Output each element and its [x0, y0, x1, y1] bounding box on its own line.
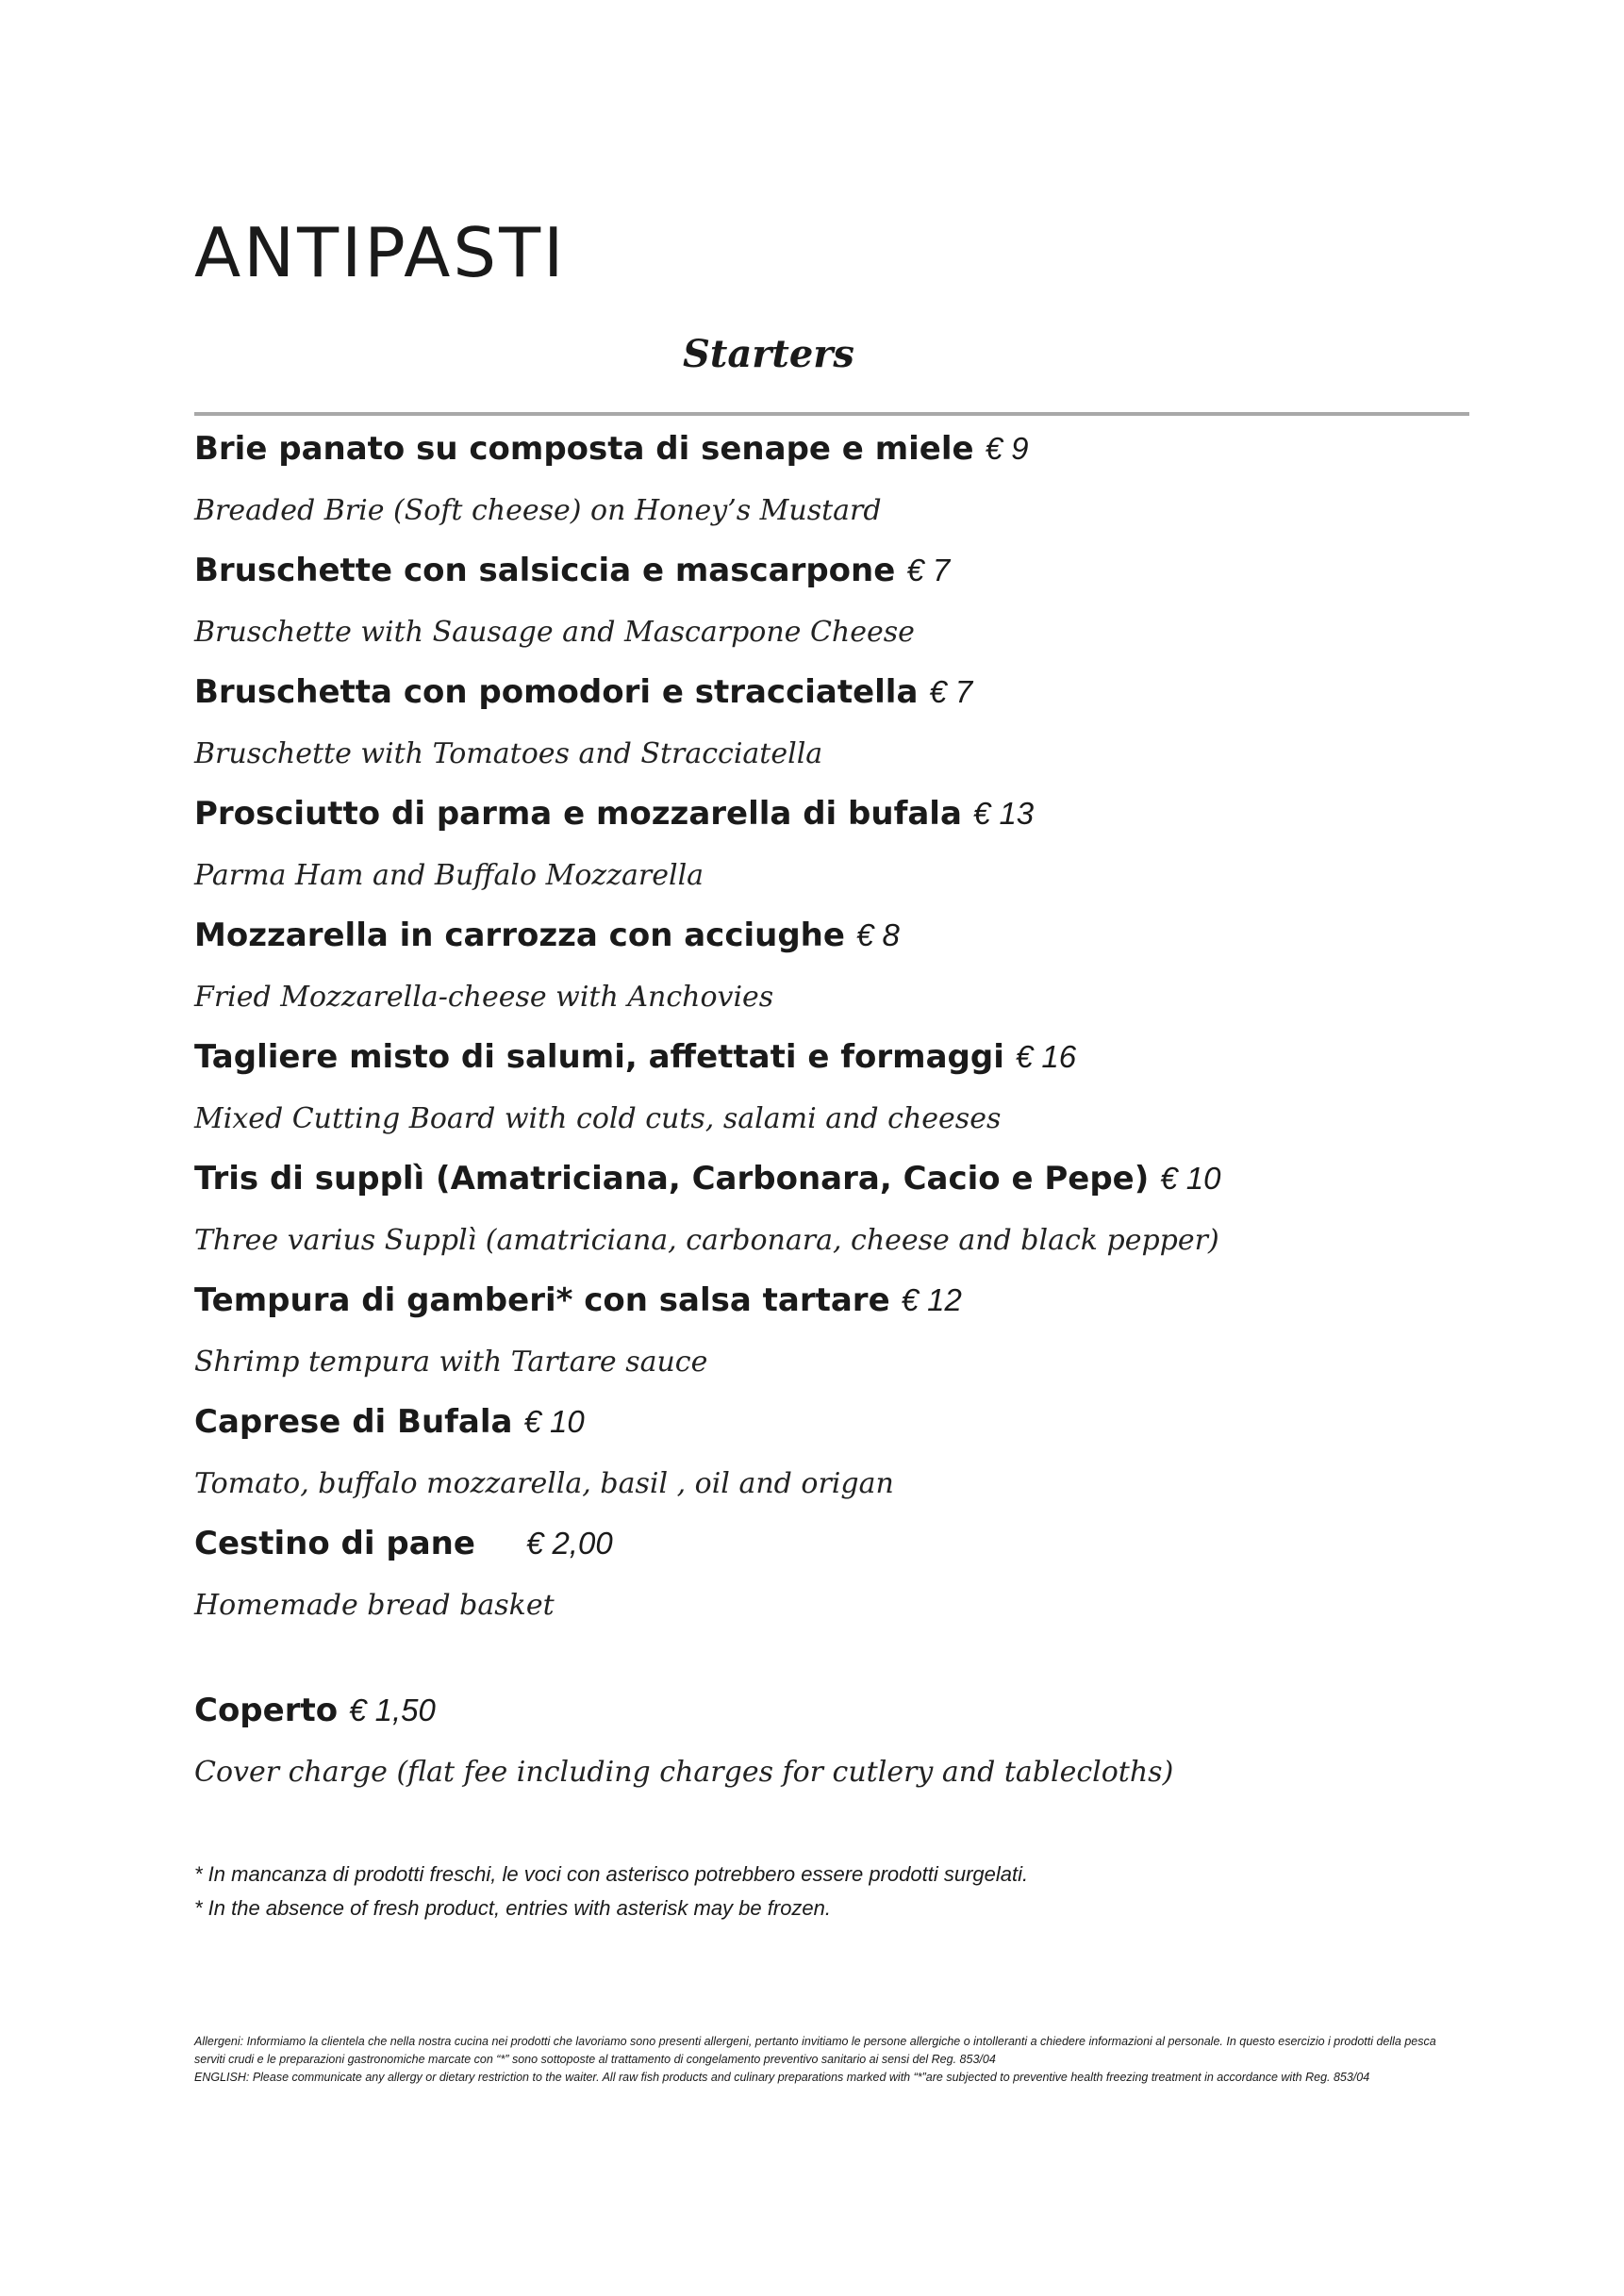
item-price: € 8 [855, 917, 900, 952]
item-description: Bruschette with Sausage and Mascarpone Cheese [194, 616, 915, 649]
menu-item [194, 426, 1477, 548]
item-name: Bruschetta con pomodori e stracciatella [194, 673, 919, 711]
item-name: Prosciutto di parma e mozzarella di bufala [194, 795, 962, 833]
note-italian: * In mancanza di prodotti freschi, le voci con asterisco potrebbero essere prodotti surgelati. [194, 1862, 1029, 1886]
item-description: Breaded Brie (Soft cheese) on Honey’s Mustard [194, 494, 882, 527]
menu-item [194, 1278, 1477, 1399]
item-description: Three varius Supplì (amatriciana, carbonara, cheese and black pepper) [194, 1224, 1219, 1257]
menu-item [194, 669, 1477, 791]
item-name: Tris di supplì (Amatriciana, Carbonara, Cacio e Pepe) [194, 1160, 1150, 1198]
cover-charge [194, 1688, 1477, 1810]
item-price: € 12 [901, 1282, 962, 1317]
item-name: Caprese di Bufala [194, 1403, 513, 1441]
item-price: € 7 [906, 553, 951, 587]
item-price: € 13 [972, 796, 1035, 831]
cover-charge-price: € 1,50 [349, 1693, 436, 1727]
item-price: € 2,00 [525, 1526, 613, 1561]
item-price: € 9 [985, 431, 1029, 466]
item-description: Parma Ham and Buffalo Mozzarella [194, 859, 704, 892]
frozen-product-notes [194, 1858, 1028, 1925]
menu-item [194, 791, 1477, 913]
menu-item [194, 1034, 1477, 1156]
cover-charge-description: Cover charge (flat fee including charges for cutlery and tablecloths) [194, 1756, 1174, 1789]
note-english: * In the absence of fresh product, entries with asterisk may be frozen. [194, 1896, 832, 1920]
allergen-disclaimer-english: ENGLISH: Please communicate any allergy or dietary restriction to the waiter. All raw fish products and culinary preparations marked with “*”are subjected to preventive health freezing treatment in accordance with Reg. 853/04 [194, 2071, 1370, 2084]
menu-item [194, 548, 1477, 669]
item-name: Tempura di gamberi* con salsa tartare [194, 1281, 890, 1319]
item-name: Brie panato su composta di senape e miele [194, 430, 974, 468]
item-price: € 10 [1160, 1161, 1221, 1196]
item-name: Tagliere misto di salumi, affettati e formaggi [194, 1038, 1004, 1076]
page-subtitle: Starters [683, 332, 854, 376]
header-divider [194, 412, 1469, 416]
menu-item [194, 1521, 1477, 1643]
menu-item [194, 913, 1477, 1034]
item-description: Fried Mozzarella-cheese with Anchovies [194, 981, 774, 1014]
item-description: Homemade bread basket [194, 1589, 555, 1622]
menu-item [194, 1399, 1477, 1521]
menu-item [194, 1156, 1477, 1278]
item-name: Bruschette con salsiccia e mascarpone [194, 552, 896, 589]
item-price: € 10 [523, 1404, 585, 1439]
item-name: Mozzarella in carrozza con acciughe [194, 917, 845, 954]
page-title: ANTIPASTI [194, 213, 567, 292]
cover-charge-name: Coperto [194, 1692, 339, 1729]
item-description: Mixed Cutting Board with cold cuts, salami and cheeses [194, 1102, 1002, 1135]
item-description: Bruschette with Tomatoes and Stracciatella [194, 737, 823, 770]
item-price: € 7 [929, 674, 973, 709]
item-description: Tomato, buffalo mozzarella, basil , oil and origan [194, 1467, 894, 1500]
item-description: Shrimp tempura with Tartare sauce [194, 1346, 708, 1379]
item-price: € 16 [1015, 1039, 1077, 1074]
allergen-disclaimer-italian: Allergeni: Informiamo la clientela che nella nostra cucina nei prodotti che lavoriamo sono presenti allergeni, pertanto invitiamo le persone allergiche o intolleranti a chiedere informazioni al personale. In questo esercizio i prodotti della pesca serviti crudi e le preparazioni gastronomiche marcate con “*” sono sottoposte al trattamento di congelamento preventivo sanitario ai sensi del Reg. 853/04 [194, 2035, 1436, 2066]
item-name: Cestino di pane [194, 1525, 475, 1562]
allergen-disclaimer [194, 2033, 1458, 2087]
menu-items-list [194, 426, 1477, 1643]
